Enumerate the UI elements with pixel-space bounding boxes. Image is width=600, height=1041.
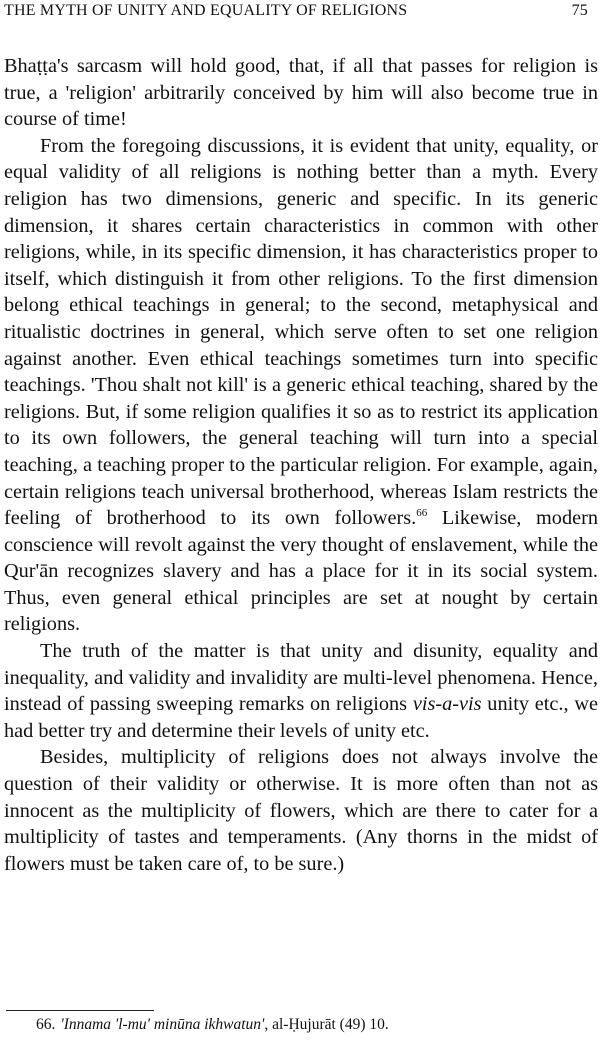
paragraph-3-text-b: unity etc., we had better try and determine their levels of unity etc. [4,693,598,742]
paragraph-3 [4,638,598,744]
paragraph-3-text-a: The truth of the matter is that unity and disunity, equality and inequality, and validity and invalidity are multi-level phenomena. Hence, instead of passing sweeping remarks on religions [4,640,598,716]
paragraph-2-text-a: From the foregoing discussions, it is evident that unity, equality, or equal validity of all religions is nothing better than a myth. Every religion has two dimensions, generic and specific. In its generic dimension, it shares certain characteristics in common with other religions, while, in its specific dimension, it has characteristics proper to itself, which distinguish it from other religions. To the first dimension belong ethical teachings in general; to the second, metaphysical and ritualistic doctrines in general, which serve often to set one religion against another. Even ethical teachings sometimes turn into specific teachings. 'Thou shalt not kill' is a generic ethical teaching, shared by the religions. But, if some religion qualifies it so as to restrict its application to its own followers, the general teaching will turn into a special teaching, a teaching proper to the particular religion. For example, again, certain religions teach universal brotherhood, whereas Islam restricts the feeling of brotherhood to its own followers. [4,134,598,530]
paragraph-2 [4,133,598,638]
footnote-reference: 66 [416,507,428,520]
paragraph-3-italic: vis-a-vis [412,693,482,716]
paragraph-2-text-b: Likewise, modern conscience will revolt against the very thought of enslavement, while the Qur'ān recognizes slavery and has a place for it in its social system. Thus, even general ethical principles are set at nought by certain religions. [4,507,598,636]
body-text [4,53,598,877]
footnote-rule [6,1010,154,1011]
footnote-source: , al-Ḥujurāt (49) 10. [264,1016,389,1033]
chapter-title: THE MYTH OF UNITY AND EQUALITY OF RELIGIONS [4,2,408,19]
footnote [4,1015,596,1035]
footnote-quote: 'Innama 'l-mu' minūna ikhwatun' [60,1016,265,1033]
footnote-number: 66. [36,1016,56,1033]
page-number: 75 [571,2,588,19]
paragraph-4: Besides, multiplicity of religions does not always involve the question of their validity or otherwise. It is more often than not as innocent as the multiplicity of flowers, which are there to cater for a multiplicity of tastes and temperaments. (Any thorns in the midst of flowers must be taken care of, to be sure.) [4,746,598,875]
paragraph-1: Bhaṭṭa's sarcasm will hold good, that, if all that passes for religion is true, a 'religion' arbitrarily conceived by him will also become true in course of time! [4,55,598,131]
running-head [4,2,588,24]
